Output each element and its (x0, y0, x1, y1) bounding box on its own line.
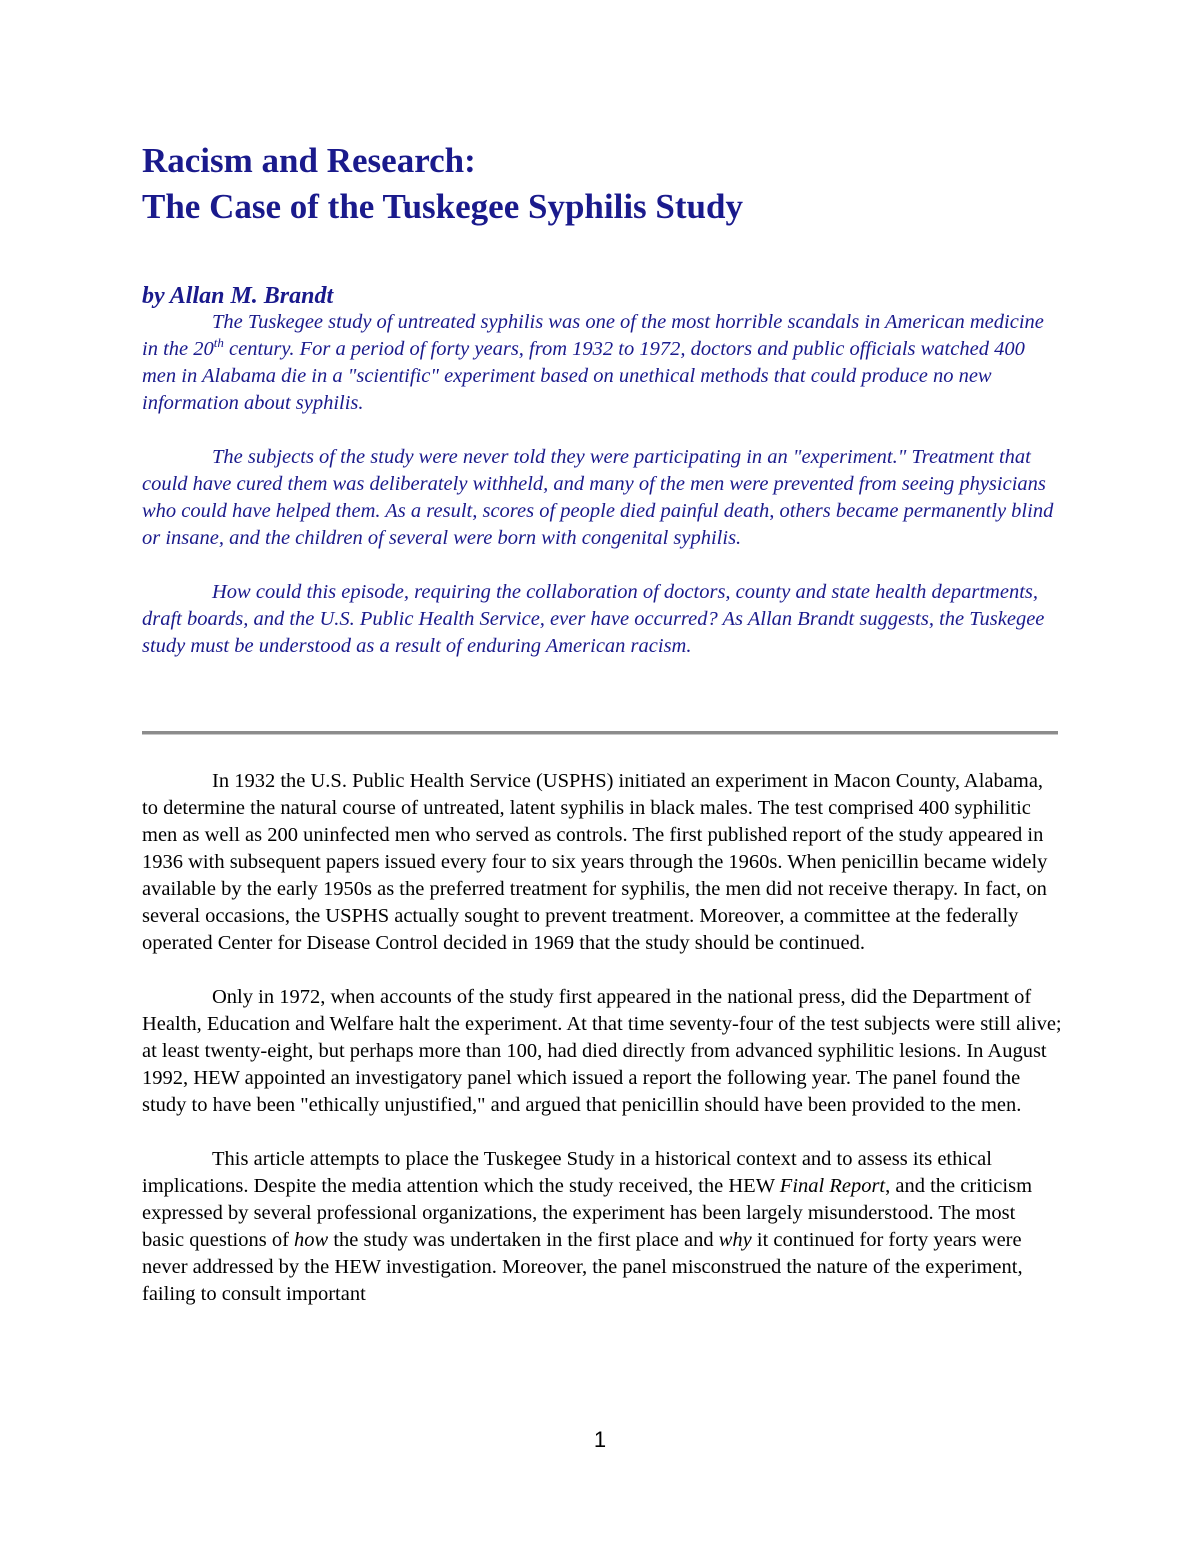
body-p3-emphasis-final-report: Final Report (779, 1175, 886, 1197)
body-paragraph-3 (142, 1146, 1062, 1308)
intro-p1-text-a: The Tuskegee study of untreated syphilis was one of the most horrible scandals in American medicine in the 20 (142, 311, 1044, 360)
body-p3-text-b: , and the criticism expressed by several professional organizations, the experiment has been largely misunderstood. The most basic questions of (142, 1175, 1033, 1251)
article-body (142, 768, 1062, 1335)
intro-paragraph-1 (142, 309, 1062, 417)
intro-section (142, 309, 1062, 687)
author-byline: by Allan M. Brandt (142, 283, 334, 309)
page-number: 1 (593, 1427, 607, 1452)
intro-p1-superscript: th (213, 335, 224, 351)
body-p3-text-c: the study was undertaken in the first place and (328, 1229, 719, 1251)
body-p3-emphasis-how: how (294, 1229, 329, 1251)
body-p3-text-d: it continued for forty years were never addressed by the HEW investigation. Moreover, the panel misconstrued the nature of the experiment, failing to consult important (142, 1229, 1023, 1305)
intro-paragraph-3: How could this episode, requiring the collaboration of doctors, county and state health departments, draft boards, and the U.S. Public Health Service, ever have occurred? As Allan Brandt suggests, the Tuskegee study must be understood as a result of enduring American racism. (142, 581, 1045, 657)
title-line-1: Racism and Research: (142, 141, 476, 180)
body-paragraph-1: In 1932 the U.S. Public Health Service (USPHS) initiated an experiment in Macon County, Alabama, to determine the natural course of untreated, latent syphilis in black males. The test comprised 400 syphilitic men as well as 200 uninfected men who served as controls. The first published report of the study appeared in 1936 with subsequent papers issued every four to six years through the 1960s. When penicillin became widely available by the early 1950s as the preferred treatment for syphilis, the men did not receive therapy. In fact, on several occasions, the USPHS actually sought to prevent treatment. Moreover, a committee at the federally operated Center for Disease Control decided in 1969 that the study should be continued. (142, 770, 1048, 954)
body-p3-text-a: This article attempts to place the Tuskegee Study in a historical context and to assess its ethical implications. Despite the media attention which the study received, the HEW (142, 1148, 992, 1197)
title-line-2: The Case of the Tuskegee Syphilis Study (142, 187, 743, 226)
document-title (142, 138, 1102, 230)
intro-paragraph-2: The subjects of the study were never told they were participating in an "experiment." Treatment that could have cured them was deliberately withheld, and many of the men were prevented from seeing physicians who could have helped them. As a result, scores of people died painful death, others became permanently blind or insane, and the children of several were born with congenital syphilis. (142, 446, 1054, 549)
intro-p1-text-b: century. For a period of forty years, from 1932 to 1972, doctors and public officials watched 400 men in Alabama die in a "scientific" experiment based on unethical methods that could produce no new information about syphilis. (142, 338, 1025, 414)
body-p3-emphasis-why: why (718, 1229, 752, 1251)
horizontal-divider (142, 731, 1058, 735)
body-paragraph-2: Only in 1972, when accounts of the study first appeared in the national press, did the Department of Health, Education and Welfare halt the experiment. At that time seventy-four of the test subjects were still alive; at least twenty-eight, but perhaps more than 100, had died directly from advanced syphilitic lesions. In August 1992, HEW appointed an investigatory panel which issued a report the following year. The panel found the study to have been "ethically unjustified," and argued that penicillin should have been provided to the men. (142, 986, 1062, 1116)
